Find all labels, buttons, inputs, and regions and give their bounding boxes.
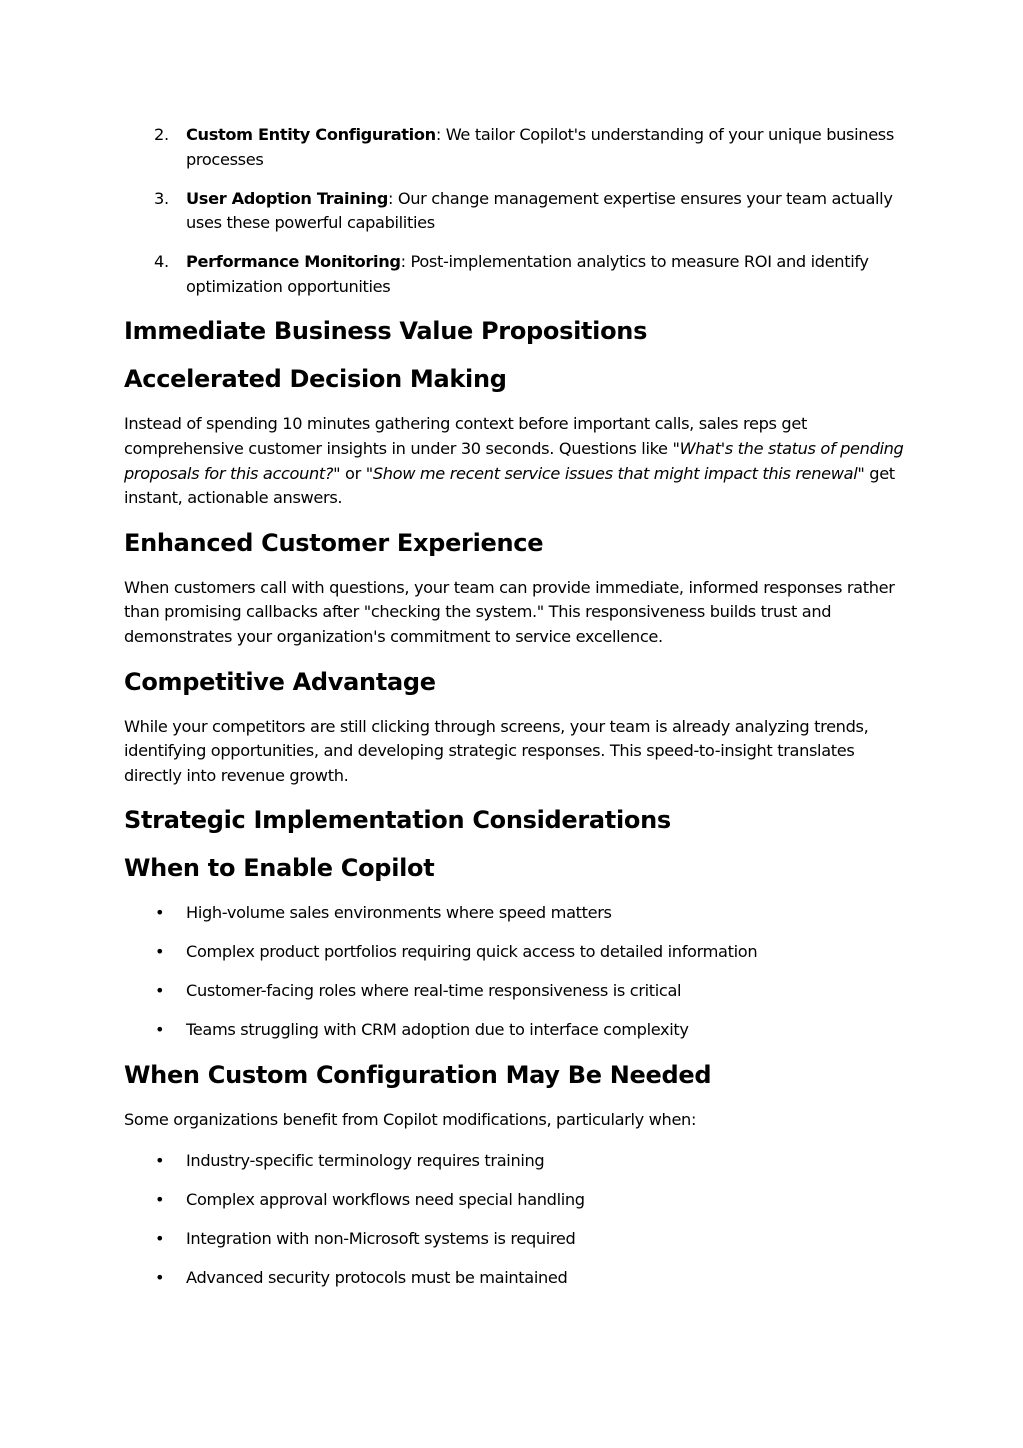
list-item: • High-volume sales environments where speed matters (124, 901, 904, 926)
bullet-icon: • (155, 1229, 165, 1249)
list-item: • Complex approval workflows need special handling (124, 1188, 904, 1213)
list-item: • Industry-specific terminology requires training (124, 1149, 904, 1174)
list-item: 2. Custom Entity Configuration: We tailor Copilot's understanding of your unique business processes (154, 125, 894, 169)
list-item: • Advanced security protocols must be maintained (124, 1266, 904, 1291)
bullet-icon: • (155, 981, 165, 1001)
custom-bullet-list (124, 1149, 904, 1291)
bullet-icon: • (155, 1151, 165, 1171)
list-item: 4. Performance Monitoring: Post-implementation analytics to measure ROI and identify optimization opportunities (154, 252, 869, 296)
paragraph-custom: Some organizations benefit from Copilot modifications, particularly when: (124, 1109, 697, 1129)
bullet-icon: • (155, 903, 165, 923)
heading-when-enable: When to Enable Copilot (124, 854, 435, 883)
list-item: 3. User Adoption Training: Our change management expertise ensures your team actually uses these powerful capabilities (154, 188, 893, 233)
list-item: • Integration with non-Microsoft systems is required (124, 1227, 904, 1252)
paragraph-accelerated: Instead of spending 10 minutes gathering context before important calls, sales reps get comprehensive customer insights in under 30 seconds. Questions like "What's the status of pending proposals for this account?" or "Show me recent service issues that might impact this renewal" get instant, actionable answers. (124, 414, 904, 508)
list-item: • Teams struggling with CRM adoption due to interface complexity (124, 1018, 904, 1043)
heading-immediate-value: Immediate Business Value Propositions (124, 317, 648, 346)
paragraph-enhanced: When customers call with questions, your team can provide immediate, informed responses rather than promising callbacks after "checking the system." This responsiveness builds trust and demonstrates your organization's commitment to service excellence. (124, 577, 895, 646)
paragraph-competitive: While your competitors are still clicking through screens, your team is already analyzing trends, identifying opportunities, and developing strategic responses. This speed-to-insight translates directly into revenue growth. (124, 716, 869, 785)
bullet-icon: • (155, 1268, 165, 1288)
list-item: • Complex product portfolios requiring quick access to detailed information (124, 940, 904, 965)
heading-enhanced-experience: Enhanced Customer Experience (124, 528, 544, 557)
heading-strategic-implementation: Strategic Implementation Considerations (124, 806, 671, 835)
numbered-list (124, 123, 904, 299)
heading-accelerated-decision: Accelerated Decision Making (124, 365, 507, 394)
bullet-icon: • (155, 942, 165, 962)
bullet-icon: • (155, 1020, 165, 1040)
list-item: • Customer-facing roles where real-time responsiveness is critical (124, 979, 904, 1004)
enable-bullet-list (124, 901, 904, 1043)
heading-competitive-advantage: Competitive Advantage (124, 667, 436, 696)
bullet-icon: • (155, 1190, 165, 1210)
heading-custom-configuration: When Custom Configuration May Be Needed (124, 1060, 712, 1089)
